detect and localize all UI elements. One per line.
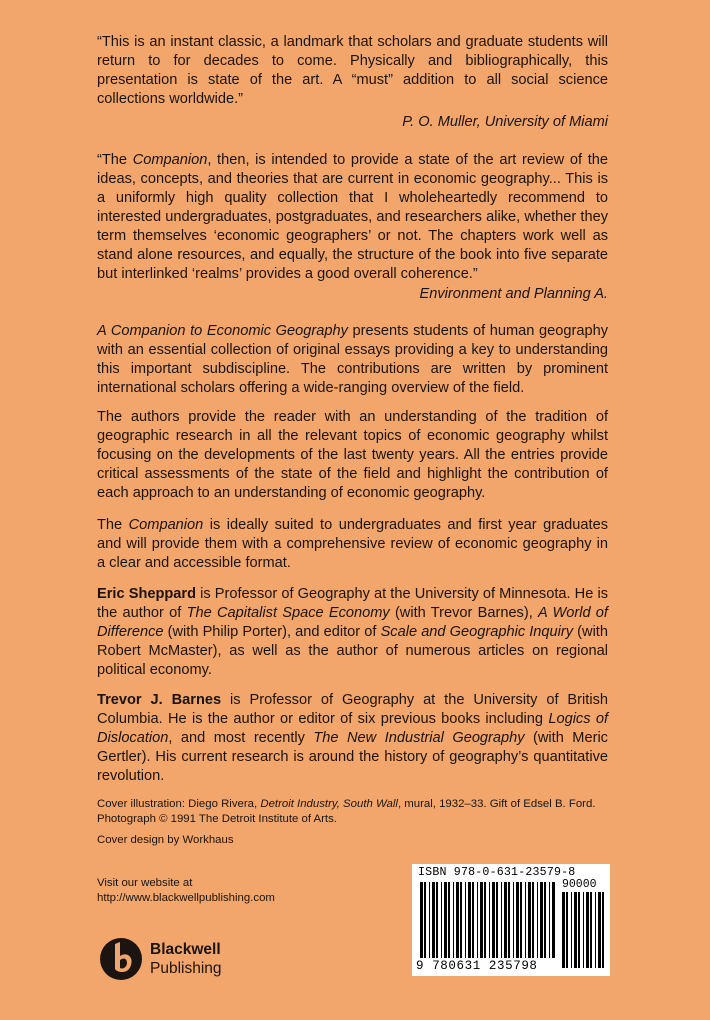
credit-t2: , mural, 1932–33. Gift of Edsel B. Ford. <box>397 798 596 810</box>
author1-i3: Scale and Geographic Inquiry <box>380 624 574 640</box>
review-quote-1-text: “This is an instant classic, a landmark that scholars and graduate students will return to for decades to come. Physically and bibliographically, this presentation is state of the art. A “must” addition to all social science collections worldwide.” <box>97 34 608 107</box>
description-paragraph-1 <box>97 322 608 398</box>
review-quote-2-rest: , then, is intended to provide a state of the art review of the ideas, concepts, and theories that are current in economic geography... This is a uniformly high quality collection that I wholeheartedly recommend to interested undergraduates, postgraduates, and researchers alike, whether they term themselves ‘economic geographers’ or not. The chapters work well as stand alone resources, and equally, the structure of the book into five separate but interlinked ‘realms’ provides a good overall coherence.” <box>97 152 609 282</box>
review-quote-2-italic: Companion <box>132 152 208 168</box>
review-attribution-1: P. O. Muller, University of Miami <box>402 114 608 130</box>
review-attribution-2: Environment and Planning A. <box>419 286 608 302</box>
book-title-italic: A Companion to Economic Geography <box>97 323 348 339</box>
author-bio-barnes <box>97 691 608 786</box>
author-name-barnes: Trevor J. Barnes <box>97 692 222 708</box>
author2-i1: Logics of Dislocation <box>97 711 608 746</box>
website-label: Visit our website at <box>97 877 193 889</box>
author1-t4: (with Robert McMaster), as well as the author of numerous articles on regional political economy. <box>97 624 608 678</box>
review-quote-2-open: “The <box>97 152 133 168</box>
author1-i1: The Capitalist Space Economy <box>186 605 390 621</box>
isbn-text: ISBN 978-0-631-23579-8 <box>418 866 576 879</box>
author2-t1: is Professor of Geography at the University of British Columbia. He is the author or editor of six previous books including <box>97 692 608 727</box>
description-3-pre: The <box>97 517 129 533</box>
price-addon-digits: 90000 <box>562 878 597 891</box>
blackwell-b-logo-icon <box>98 936 144 982</box>
description-paragraph-2: The authors provide the reader with an understanding of the tradition of geographic research in all the relevant topics of economic geography whilst focusing on the developments of the last twenty years. All the entries provide critical assessments of the state of the field and highlight the contribution of each approach to an understanding of economic geography. <box>97 409 608 501</box>
author1-t2: (with Trevor Barnes), <box>389 605 539 621</box>
author2-t3: (with Meric Gertler). His current research is around the history of geography’s quantitative revolution. <box>97 730 608 784</box>
publisher-name-line2: Publishing <box>150 960 222 977</box>
review-quote-2 <box>97 151 608 284</box>
website-url[interactable]: http://www.blackwellpublishing.com <box>97 892 275 904</box>
publisher-name-line1: Blackwell <box>150 941 221 958</box>
publisher-logo <box>98 936 258 986</box>
author1-t3: (with Philip Porter), and editor of <box>163 624 381 640</box>
isbn-barcode <box>412 864 610 976</box>
author1-i2: A World of Difference <box>97 605 608 640</box>
description-3-rest: is ideally suited to undergraduates and first year graduates and will provide them with a comprehensive review of economic geography in a clear and accessible format. <box>97 517 608 571</box>
credit-i1: Detroit Industry, South Wall <box>260 798 398 810</box>
description-paragraph-3 <box>97 516 608 573</box>
cover-illustration-credit <box>97 797 657 827</box>
author2-i2: The New Industrial Geography <box>313 730 525 746</box>
cover-design-credit: Cover design by Workhaus <box>97 834 234 846</box>
author2-t2: , and most recently <box>168 730 314 746</box>
author-name-sheppard: Eric Sheppard <box>97 586 197 602</box>
author1-t1: is Professor of Geography at the University of Minnesota. He is the author of <box>97 586 608 621</box>
author-bio-sheppard <box>97 585 608 680</box>
ean-digits: 9 780631 235798 <box>416 959 538 973</box>
credit-line2: Photograph © 1991 The Detroit Institute of Arts. <box>97 813 337 825</box>
review-quote-1 <box>97 33 608 109</box>
description-1-text: presents students of human geography with an essential collection of original essays providing a key to understanding this important subdiscipline. The contributions are written by prominent international scholars offering a wide-ranging overview of the field. <box>97 323 609 396</box>
credit-t1: Cover illustration: Diego Rivera, <box>97 798 261 810</box>
publisher-name <box>150 940 222 978</box>
description-3-italic: Companion <box>128 517 204 533</box>
